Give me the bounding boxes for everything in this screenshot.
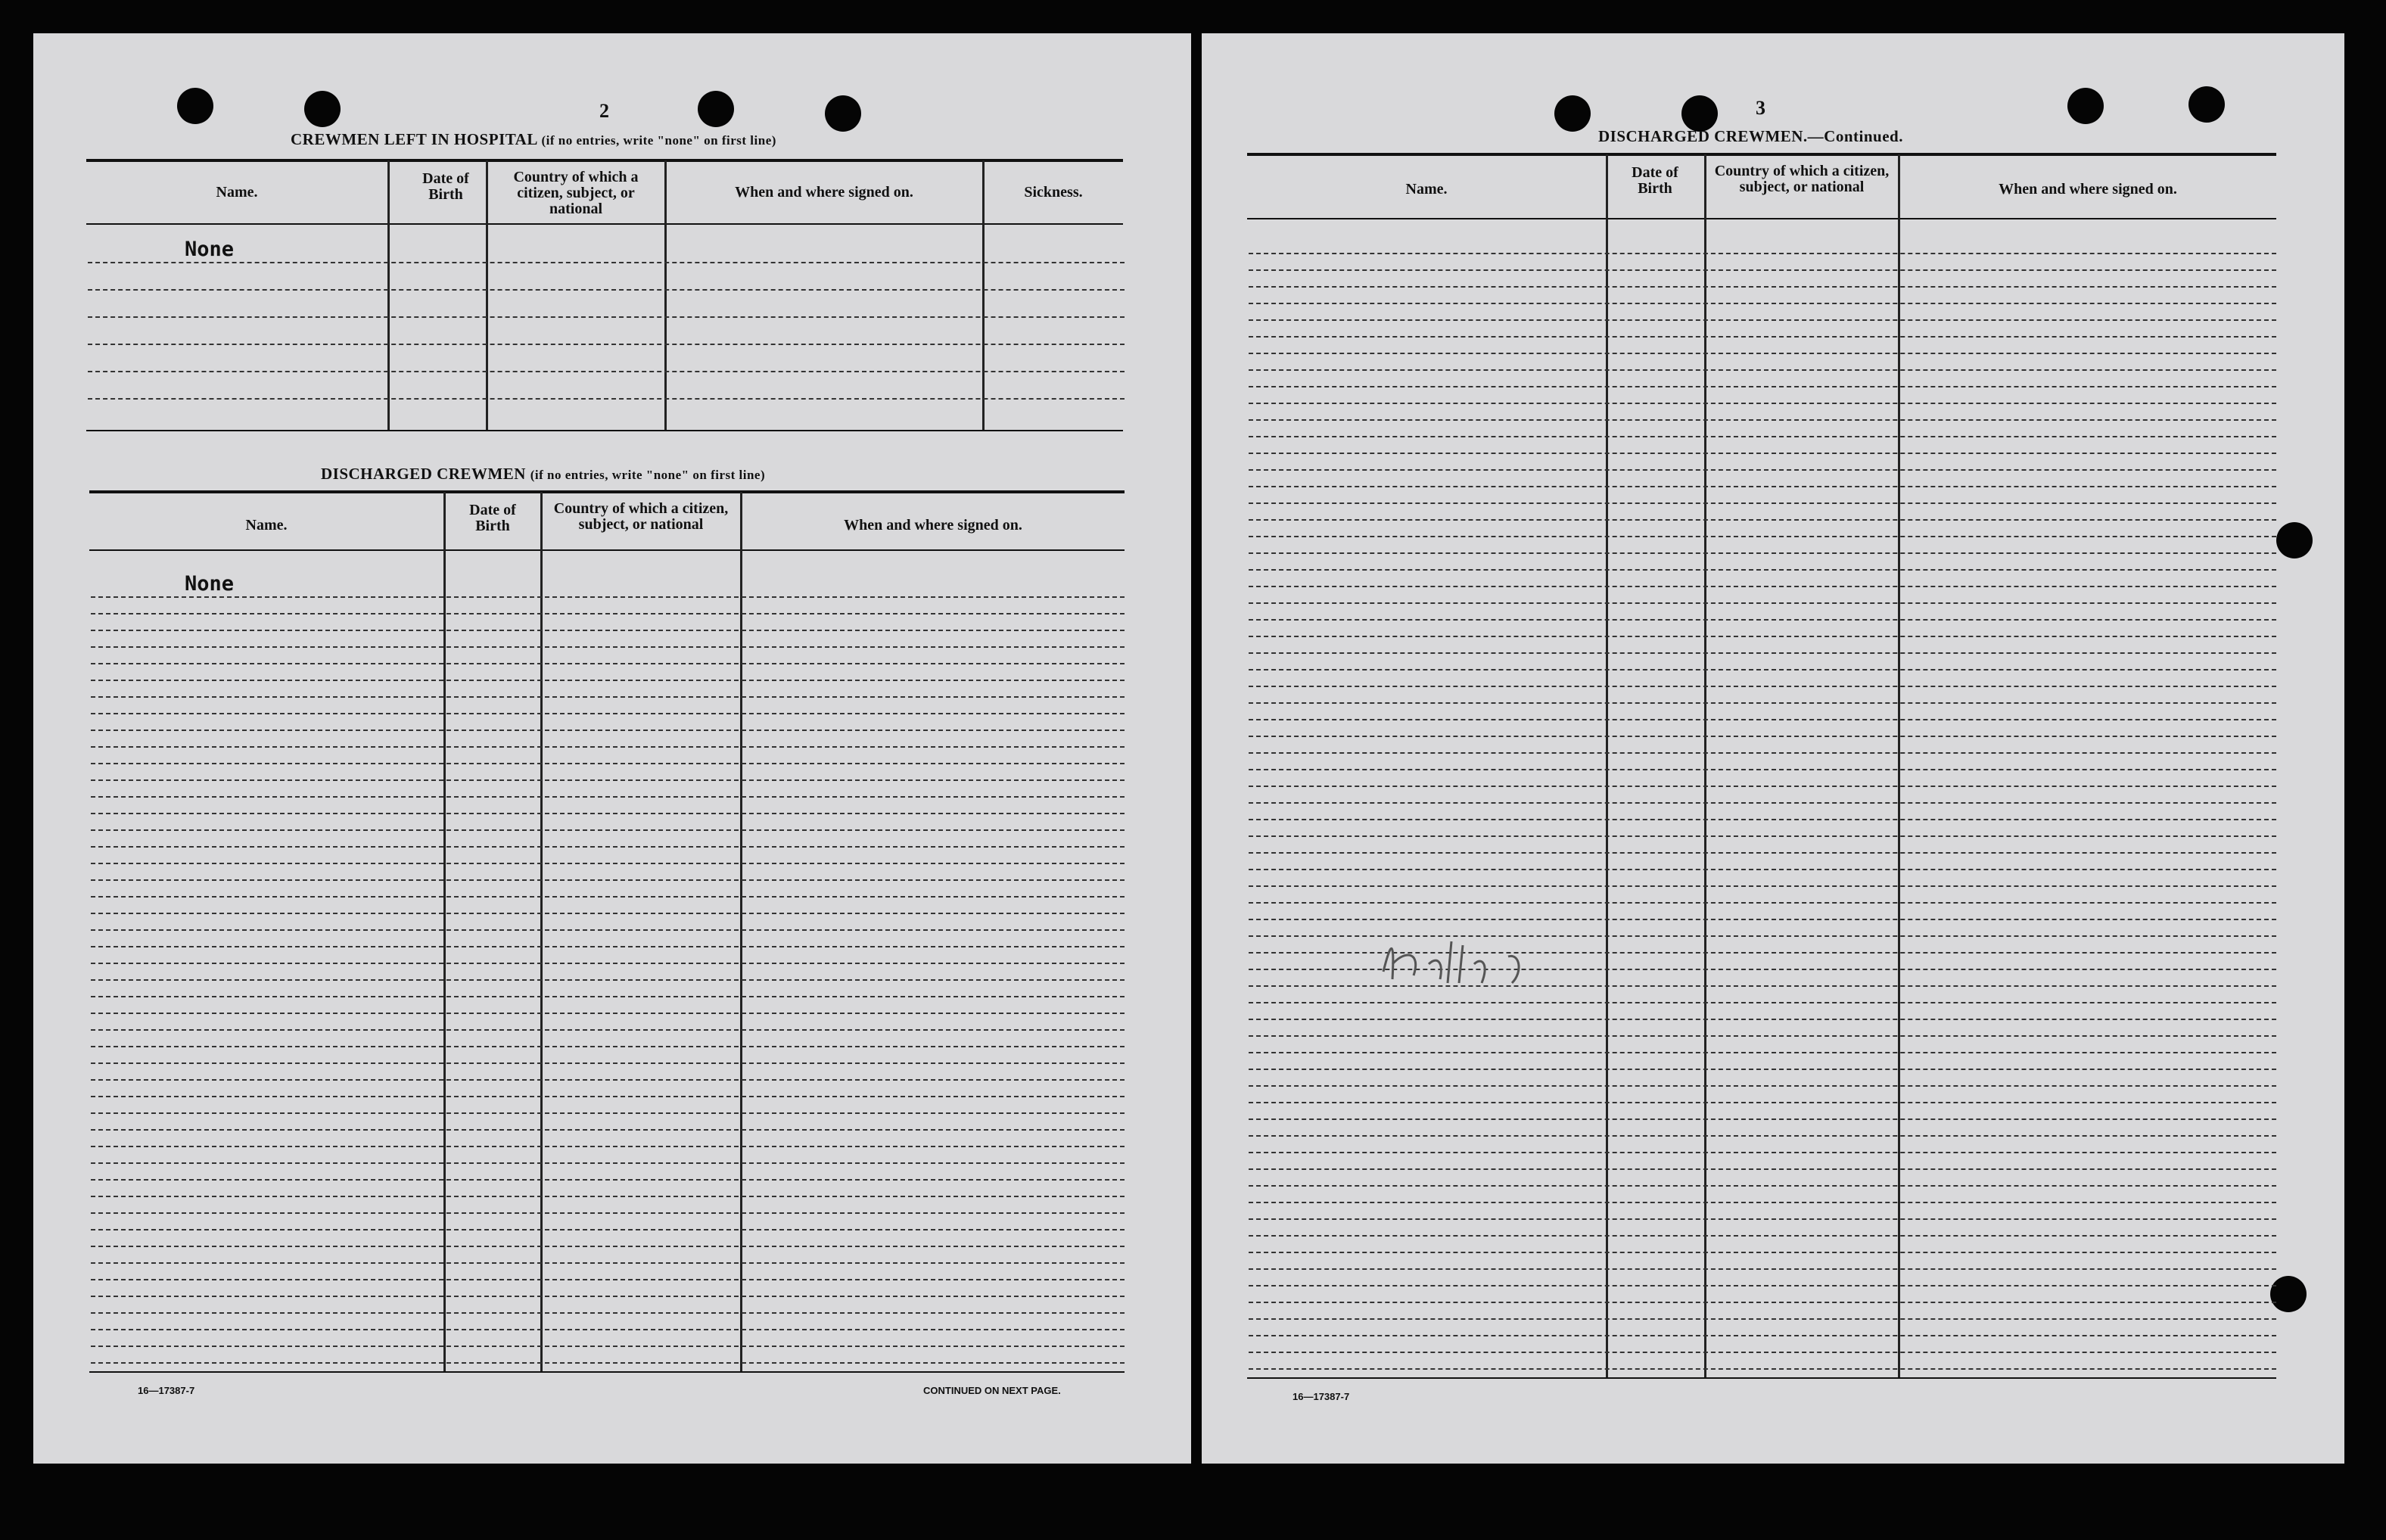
column-header: Date of Birth	[1632, 164, 1678, 197]
ruled-line	[1249, 353, 2276, 354]
punch-hole	[2276, 522, 2313, 558]
ruled-line	[1249, 486, 2276, 487]
ruled-line	[91, 1062, 1125, 1064]
ruled-line	[91, 1162, 1125, 1164]
ruled-line	[1249, 1118, 2276, 1120]
ruled-line	[1249, 502, 2276, 504]
ruled-line	[1249, 1002, 2276, 1003]
page-number: 3	[1756, 97, 1765, 119]
punch-hole	[177, 88, 213, 124]
ruled-line	[1249, 1019, 2276, 1020]
first-line-entry: None	[185, 238, 235, 261]
ruled-line	[91, 1296, 1125, 1297]
ruled-line	[91, 680, 1125, 681]
ruled-line	[1249, 303, 2276, 304]
ruled-line	[1249, 253, 2276, 254]
ruled-line	[1249, 1168, 2276, 1170]
ruled-line	[1249, 286, 2276, 288]
ruled-line	[1249, 586, 2276, 587]
ruled-line	[1249, 569, 2276, 571]
ruled-line	[1249, 1102, 2276, 1103]
discharged-section-title	[321, 465, 765, 484]
ruled-line	[1249, 403, 2276, 404]
column-header: Name.	[1405, 181, 1448, 198]
ruled-line	[91, 846, 1125, 848]
ruled-line	[1249, 719, 2276, 720]
section-instruction: (if no entries, write "none" on first line)	[530, 468, 766, 482]
ruled-line	[1249, 885, 2276, 887]
ruled-line	[91, 1312, 1125, 1314]
ruled-line	[1249, 1069, 2276, 1070]
ruled-line	[1249, 469, 2276, 471]
ruled-line	[91, 829, 1125, 831]
ruled-line	[1249, 552, 2276, 554]
ruled-line	[1249, 802, 2276, 804]
ruled-line	[1249, 835, 2276, 837]
ruled-line	[1249, 1318, 2276, 1320]
ruled-line	[91, 613, 1125, 614]
ruled-line	[91, 979, 1125, 981]
ruled-line	[91, 1096, 1125, 1097]
ruled-line	[91, 663, 1125, 664]
ruled-line	[1249, 269, 2276, 271]
punch-hole	[698, 91, 734, 127]
column-header: Name.	[245, 517, 288, 534]
ruled-line	[1249, 1135, 2276, 1137]
ruled-line	[91, 1246, 1125, 1247]
ruled-line	[91, 913, 1125, 914]
ruled-line	[1249, 1152, 2276, 1153]
ruled-line	[91, 879, 1125, 881]
first-line-entry: None	[185, 572, 235, 596]
ruled-line	[1249, 453, 2276, 454]
ruled-line	[1249, 1218, 2276, 1220]
ruled-line	[1249, 419, 2276, 421]
ruled-line	[91, 1362, 1125, 1364]
ruled-line	[91, 813, 1125, 814]
form-number: 16—17387-7	[138, 1385, 195, 1396]
ruled-line	[91, 1179, 1125, 1181]
ruled-line	[1249, 869, 2276, 870]
ruled-line	[91, 1046, 1125, 1047]
column-header: When and where signed on.	[735, 184, 913, 201]
punch-hole	[2067, 88, 2104, 124]
ruled-line	[91, 863, 1125, 864]
ruled-line	[1249, 686, 2276, 687]
ruled-line	[91, 746, 1125, 748]
ruled-line	[1249, 1368, 2276, 1370]
ruled-line	[1249, 736, 2276, 737]
ruled-line	[1249, 786, 2276, 787]
ruled-line	[91, 896, 1125, 898]
column-header: Country of which a citizen, subject, or national	[1714, 163, 1890, 195]
continued-section-title: DISCHARGED CREWMEN.—Continued.	[1598, 127, 1903, 145]
ruled-line	[1249, 519, 2276, 521]
punch-hole	[1554, 95, 1591, 132]
ruled-line	[91, 929, 1125, 931]
ruled-line	[1249, 1268, 2276, 1270]
ruled-line	[91, 763, 1125, 764]
ruled-line	[1249, 436, 2276, 437]
column-header: When and where signed on.	[1999, 181, 2177, 198]
ruled-line	[1249, 1052, 2276, 1053]
column-header: Country of which a citizen, subject, or national	[553, 500, 729, 533]
ruled-line	[91, 730, 1125, 731]
ruled-line	[91, 630, 1125, 631]
ruled-line	[91, 996, 1125, 997]
ruled-line	[1249, 902, 2276, 904]
ruled-line	[1249, 1035, 2276, 1037]
section-instruction: (if no entries, write "none" on first line)	[541, 133, 776, 148]
ruled-line	[1249, 319, 2276, 321]
ruled-line	[91, 1112, 1125, 1114]
ruled-line	[1249, 1085, 2276, 1087]
hospital-section-title	[291, 130, 776, 149]
ruled-line	[91, 1079, 1125, 1081]
handwritten-mark	[1376, 919, 1557, 994]
ruled-line	[91, 1013, 1125, 1014]
punch-hole	[304, 91, 341, 127]
page-number: 2	[599, 100, 609, 122]
ruled-line	[91, 1329, 1125, 1330]
ruled-line	[1249, 1335, 2276, 1336]
ruled-line	[91, 1196, 1125, 1197]
ruled-line	[1249, 769, 2276, 770]
ruled-line	[91, 713, 1125, 714]
punch-hole	[2188, 86, 2225, 123]
ruled-line	[1249, 1235, 2276, 1237]
ruled-line	[1249, 636, 2276, 637]
punch-hole	[2270, 1276, 2307, 1312]
ruled-line	[91, 1229, 1125, 1230]
ruled-line	[1249, 1302, 2276, 1303]
ruled-line	[1249, 702, 2276, 704]
ruled-line	[1249, 652, 2276, 654]
ruled-line	[91, 1346, 1125, 1347]
ruled-line	[1249, 386, 2276, 387]
ruled-line	[1249, 1352, 2276, 1353]
column-header: Name.	[216, 184, 258, 201]
ruled-line	[1249, 819, 2276, 820]
ruled-line	[1249, 602, 2276, 604]
form-number: 16—17387-7	[1293, 1391, 1350, 1402]
punch-hole	[825, 95, 861, 132]
ruled-line	[1249, 1285, 2276, 1286]
ruled-line	[1249, 852, 2276, 854]
column-header: Date of Birth	[469, 502, 516, 534]
column-header: Country of which a citizen, subject, or national	[513, 169, 639, 217]
ruled-line	[91, 1146, 1125, 1147]
ruled-line	[1249, 1252, 2276, 1253]
ruled-line	[91, 1029, 1125, 1031]
ruled-line	[91, 1129, 1125, 1131]
left-page	[33, 33, 1191, 1464]
ruled-line	[1249, 336, 2276, 338]
section-title-text: DISCHARGED CREWMEN	[321, 465, 526, 483]
ruled-line	[1249, 619, 2276, 621]
column-header: Sickness.	[1024, 184, 1083, 201]
ruled-line	[91, 963, 1125, 964]
ruled-line	[1249, 1202, 2276, 1203]
ruled-line	[91, 646, 1125, 648]
ruled-line	[91, 1212, 1125, 1214]
ruled-line	[91, 1262, 1125, 1264]
ruled-line	[91, 946, 1125, 947]
column-header: When and where signed on.	[844, 517, 1022, 534]
ruled-line	[91, 1279, 1125, 1280]
ruled-line	[91, 696, 1125, 698]
ruled-line	[1249, 1185, 2276, 1187]
ruled-line	[91, 796, 1125, 798]
column-header: Date of Birth	[422, 170, 469, 203]
ruled-line	[1249, 752, 2276, 754]
punch-hole	[1681, 95, 1718, 132]
ruled-line	[1249, 369, 2276, 371]
right-page	[1202, 33, 2344, 1464]
ruled-line	[91, 596, 1125, 598]
continued-note: CONTINUED ON NEXT PAGE.	[923, 1385, 1061, 1396]
ruled-line	[1249, 669, 2276, 670]
ruled-line	[1249, 536, 2276, 537]
ruled-line	[91, 779, 1125, 781]
section-title-text: CREWMEN LEFT IN HOSPITAL	[291, 130, 537, 148]
